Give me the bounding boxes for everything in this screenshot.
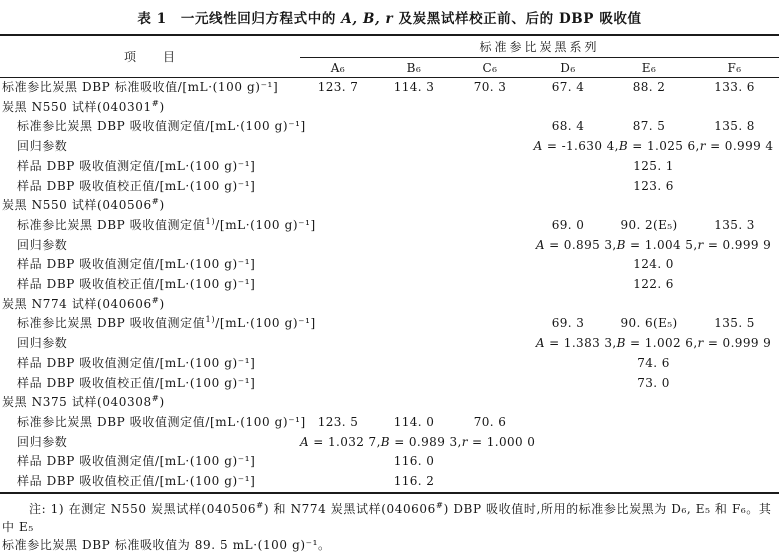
text-run: 122. 6 [633, 277, 674, 292]
span-value-cell [528, 334, 779, 354]
column-header-a6: A₆ [330, 60, 346, 75]
text-run: /[mL·(100 g)⁻¹] [215, 217, 316, 232]
text-run: = 1.000 0 [467, 434, 536, 449]
span-value-cell [528, 255, 779, 275]
footnote-line-1 [2, 500, 777, 536]
data-table [0, 34, 779, 494]
text-run: 及炭黑试样校正前、后的 DBP 吸收值 [393, 11, 642, 27]
value-cell [528, 413, 608, 433]
text-run: = 1.025 6, [628, 139, 700, 154]
empty-cell [300, 374, 528, 394]
column-header-series-group: 标准参比炭黑系列 [300, 35, 779, 58]
superscript-text: # [151, 295, 160, 306]
text-run: = 1.032 7, [309, 434, 381, 449]
span-value-cell [528, 157, 779, 177]
value-cell: 88. 2 [632, 80, 666, 94]
section-row [0, 196, 779, 216]
italic-text: A [533, 139, 543, 154]
text-run: = 1.002 6, [625, 336, 698, 351]
italic-text: r [697, 336, 704, 351]
empty-cell [528, 452, 779, 472]
table-row [0, 78, 779, 98]
row-label [0, 472, 300, 493]
text-run: 73. 0 [637, 375, 670, 390]
table-row [0, 334, 779, 354]
text-run: ) [159, 198, 165, 213]
text-run: 样品 DBP 吸收值校正值/[mL·(100 g)⁻¹] [17, 474, 256, 489]
superscript-text: # [435, 500, 444, 511]
section-row [0, 98, 779, 118]
value-cell: 123. 7 [317, 80, 359, 94]
italic-text: A [535, 237, 545, 252]
italic-text: B [618, 139, 629, 154]
value-cell [452, 117, 528, 137]
text-run: /[mL·(100 g)⁻¹] [215, 316, 316, 331]
row-label [0, 255, 300, 275]
table-row [0, 433, 779, 453]
text-run: 样品 DBP 吸收值测定值/[mL·(100 g)⁻¹] [17, 158, 256, 173]
value-cell: 69. 0 [551, 217, 585, 232]
table-row [0, 255, 779, 275]
value-cell [608, 413, 690, 433]
value-cell: 67. 4 [551, 80, 585, 94]
span-value-cell [300, 472, 528, 493]
span-value-cell [528, 236, 779, 256]
text-run: 标准参比炭黑 DBP 吸收值测定值/[mL·(100 g)⁻¹] [17, 119, 306, 134]
table-row [0, 275, 779, 295]
text-run: ) [159, 395, 165, 410]
column-header-item: 项 目 [123, 50, 176, 64]
value-cell: 68. 4 [551, 119, 585, 134]
text-run: 标准参比炭黑 DBP 吸收值测定值/[mL·(100 g)⁻¹] [17, 414, 306, 429]
italic-text: A [535, 336, 545, 351]
text-run: 回归参数 [17, 336, 68, 351]
text-run: 样品 DBP 吸收值校正值/[mL·(100 g)⁻¹] [17, 375, 256, 390]
text-run: 116. 0 [393, 454, 435, 469]
table-row [0, 314, 779, 334]
empty-cell [528, 433, 779, 453]
superscript-text: # [151, 98, 160, 109]
value-cell: 69. 3 [551, 316, 585, 331]
empty-cell [528, 472, 779, 493]
value-cell: 135. 8 [714, 119, 755, 134]
table-row [0, 216, 779, 236]
text-run: 回归参数 [17, 434, 68, 449]
column-header-d6: D₆ [560, 60, 576, 75]
section-label [0, 196, 779, 216]
row-label [0, 413, 306, 433]
empty-cell [300, 255, 528, 275]
span-value-cell [528, 177, 779, 197]
text-run: 样品 DBP 吸收值校正值/[mL·(100 g)⁻¹] [17, 178, 256, 193]
text-run: 124. 0 [633, 257, 674, 272]
span-value-cell [528, 275, 779, 295]
column-header-f6: F₆ [727, 60, 742, 75]
value-cell [376, 314, 452, 334]
footnote-line-2 [2, 536, 777, 554]
span-value-cell [300, 452, 528, 472]
empty-cell [300, 275, 528, 295]
superscript-text: # [151, 197, 160, 208]
header-row-top [0, 35, 779, 58]
empty-cell [300, 177, 528, 197]
empty-cell [300, 137, 528, 157]
row-label [0, 334, 300, 354]
superscript-text: 1) [205, 315, 216, 326]
value-cell [376, 216, 452, 236]
value-cell [452, 216, 528, 236]
column-header-e6: E₆ [641, 60, 657, 75]
empty-cell [300, 334, 528, 354]
row-label [0, 117, 306, 137]
text-run: = 0.895 3, [544, 237, 617, 252]
text-run: ) [159, 99, 165, 114]
italic-text: B [616, 336, 626, 351]
row-label [0, 137, 300, 157]
table-row [0, 354, 779, 374]
italic-text: A [300, 434, 310, 449]
table-row [0, 413, 779, 433]
value-cell: 135. 3 [714, 217, 755, 232]
row-label [0, 177, 300, 197]
span-value-cell [528, 137, 779, 157]
text-run: ) 和 N774 炭黑试样(040606 [263, 501, 436, 516]
text-run: 回归参数 [17, 237, 68, 252]
value-cell [690, 413, 779, 433]
text-run: = 0.989 3, [390, 434, 462, 449]
value-cell: 90. 2(E₅) [620, 217, 678, 232]
section-row [0, 295, 779, 315]
text-run: 炭黑 N550 试样(040506 [2, 198, 152, 213]
row-label [0, 314, 316, 334]
footnote [0, 500, 779, 554]
empty-cell [300, 157, 528, 177]
italic-text: r [699, 139, 706, 154]
column-header-c6: C₆ [482, 60, 498, 75]
text-run: 样品 DBP 吸收值测定值/[mL·(100 g)⁻¹] [17, 355, 256, 370]
italic-text: B [616, 237, 626, 252]
section-label [0, 98, 779, 118]
italic-text: r [461, 434, 468, 449]
value-cell [452, 314, 528, 334]
text-run: = 0.999 4 [705, 139, 774, 154]
table-title [0, 0, 779, 27]
value-cell: 87. 5 [632, 119, 666, 134]
row-label [0, 236, 300, 256]
text-run: 123. 6 [633, 178, 674, 193]
value-cell: 123. 5 [317, 414, 359, 429]
superscript-text: 1) [205, 216, 216, 227]
italic-text: B [380, 434, 390, 449]
text-run: 炭黑 N774 试样(040606 [2, 296, 152, 311]
text-run: 回归参数 [17, 139, 68, 154]
row-label [0, 157, 300, 177]
section-label [0, 295, 779, 315]
italic-text: A, B, r [341, 11, 394, 27]
value-cell: 114. 0 [393, 414, 435, 429]
text-run: = 0.999 9 [703, 237, 772, 252]
row-label [0, 275, 300, 295]
text-run: 74. 6 [637, 355, 670, 370]
span-value-cell [300, 433, 536, 453]
text-run: ) [159, 296, 165, 311]
table-row [0, 472, 779, 493]
text-run: 炭黑 N375 试样(040308 [2, 395, 152, 410]
table-row [0, 137, 779, 157]
text-run: = -1.630 4, [542, 139, 619, 154]
table-row [0, 374, 779, 394]
row-label [0, 433, 300, 453]
value-cell: 70. 3 [473, 80, 507, 94]
value-cell: 70. 6 [473, 414, 507, 429]
table-row [0, 117, 779, 137]
text-run: = 0.999 9 [703, 336, 772, 351]
text-run: 125. 1 [633, 158, 674, 173]
text-run: 注: 1) 在测定 N550 炭黑试样(040506 [29, 501, 257, 516]
section-row [0, 393, 779, 413]
text-run: 标准参比炭黑 DBP 吸收值测定值 [17, 316, 206, 331]
table-row [0, 177, 779, 197]
span-value-cell [528, 354, 779, 374]
text-run: 样品 DBP 吸收值测定值/[mL·(100 g)⁻¹] [17, 257, 256, 272]
italic-text: r [697, 237, 704, 252]
row-label [0, 374, 300, 394]
text-run: = 1.004 5, [625, 237, 698, 252]
row-label [0, 452, 300, 472]
text-run: 标准参比炭黑 DBP 标准吸收值为 89. 5 mL·(100 g)⁻¹。 [2, 537, 331, 552]
value-cell: 114. 3 [393, 80, 435, 94]
row-label [0, 354, 300, 374]
empty-cell [300, 354, 528, 374]
text-run: 标准参比炭黑 DBP 标准吸收值/[mL·(100 g)⁻¹] [2, 80, 279, 94]
text-run: 样品 DBP 吸收值测定值/[mL·(100 g)⁻¹] [17, 454, 256, 469]
column-header-b6: B₆ [406, 60, 422, 75]
value-cell: 90. 6(E₅) [620, 316, 678, 331]
text-run: 样品 DBP 吸收值校正值/[mL·(100 g)⁻¹] [17, 277, 256, 292]
superscript-text: # [256, 500, 264, 511]
table-body [0, 78, 779, 493]
table-row [0, 157, 779, 177]
table-header [0, 35, 779, 78]
value-cell: 135. 5 [714, 316, 755, 331]
empty-cell [300, 236, 528, 256]
value-cell: 133. 6 [714, 80, 755, 94]
section-label [0, 393, 779, 413]
value-cell [376, 117, 452, 137]
row-label [0, 216, 316, 236]
text-run: ) DBP 吸收值时,所用的标准参比炭黑为 D₆, E₅ 和 F₆。其中 E₅ [2, 501, 772, 534]
span-value-cell [528, 374, 779, 394]
text-run: = 1.383 3, [544, 336, 617, 351]
text-run: 标准参比炭黑 DBP 吸收值测定值 [17, 217, 206, 232]
row-label [0, 78, 300, 98]
value-cell [300, 117, 376, 137]
text-run: 表 1 一元线性回归方程式中的 [137, 11, 342, 27]
text-run: 116. 2 [393, 474, 435, 489]
table-row [0, 452, 779, 472]
superscript-text: # [151, 394, 160, 405]
table-row [0, 236, 779, 256]
text-run: 炭黑 N550 试样(040301 [2, 99, 152, 114]
